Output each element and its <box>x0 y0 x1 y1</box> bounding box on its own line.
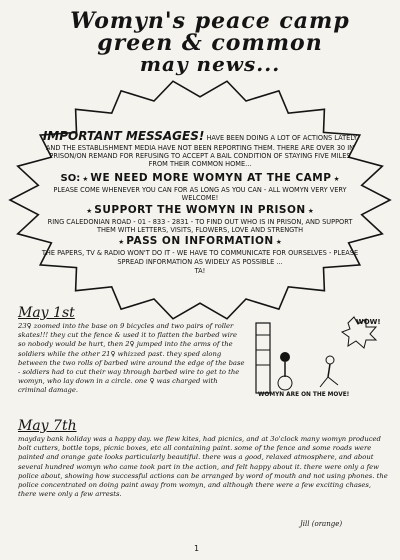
important-title: IMPORTANT MESSAGES! <box>42 129 205 143</box>
so-label: SO: <box>60 172 81 184</box>
masthead-line-3: may news... <box>139 52 281 76</box>
masthead-line-1: Womyn's peace camp <box>70 8 350 34</box>
may1-title: May 1st <box>18 305 75 321</box>
text-pass-info: THE PAPERS, TV & RADIO WON'T DO IT - WE HAVE TO COMMUNICATE FOR OURSELVES - PLEASE SPREAD INFORMATION AS WIDELY AS POSSIBLE ... <box>41 249 359 266</box>
star-icon: ★ <box>118 238 125 247</box>
may1-text: 23♀ zoomed into the base on 9 bicycles and two pairs of roller skates!!! they cut the fence & used it to flatten the barbed wire so nobody would be hurt, then 2♀ jumped into the arms of the soldiers while the other 21♀ whizzed past. they sped along between the two rolls of barbed wire around the edge of the base - soldiers had to cut their way through barbed wire to get to the womyn, who lay down in a circle. one ♀ was charged with criminal damage. <box>18 322 245 395</box>
star-icon: ★ <box>307 206 314 215</box>
may7-title: May 7th <box>18 418 77 434</box>
heading-more-womyn: WE NEED MORE WOMYN AT THE CAMP <box>90 171 332 184</box>
important-text: HAVE BEEN DOING A LOT OF ACTIONS LATELY AND THE ESTABLISHMENT MEDIA HAVE NOT BEEN REPORTING THEM. THERE ARE OVER 30 IN PRISON/ON REMAND FOR REFUSING TO ACCEPT A BAIL CONDITION OF STAYING FIVE MILES FROM THEIR COMMON HOME... <box>45 134 358 169</box>
star-icon: ★ <box>333 174 340 183</box>
sketch-caption: WOMYN ARE ON THE MOVE! <box>258 392 350 398</box>
text-support-prison: RING CALEDONIAN ROAD - 01 - 833 - 2831 - TO FIND OUT WHO IS IN PRISON, AND SUPPORT THEM WITH LETTERS, VISITS, FLOWERS, LOVE AND STRENGTH <box>47 217 353 235</box>
heading-pass-info: PASS ON INFORMATION <box>126 235 274 248</box>
star-icon: ★ <box>82 174 89 183</box>
wow-text: WOW! <box>356 318 381 326</box>
text-more-womyn: PLEASE COME WHENEVER YOU CAN FOR AS LONG AS YOU CAN - ALL WOMYN VERY VERY WELCOME! <box>53 186 347 203</box>
star-icon: ★ <box>275 238 282 247</box>
may7-text: mayday bank holiday was a happy day. we flew kites, had picnics, and at 3o'clock many womyn produced bolt cutters, bottle tops, picnic boxes, etc all containing paint. some of the fence and some roads were painted and orange gate looks particularly beautiful. there was a good, relaxed atmosphere, and about several hundred womyn who came took part in the action, and felt happy about it. there were only a few police about, showing how successful actions can be arranged by word of mouth and not using phones. the police concentrated on doing paint away from womyn, and although there were a few exciting chases, there were only a few arrests. <box>18 435 388 499</box>
page-number: 1 <box>194 544 200 553</box>
important-messages <box>40 128 360 276</box>
womyn-on-move-sketch <box>250 315 385 395</box>
masthead-line-2: green & common <box>97 30 323 56</box>
ta-text: TA! <box>194 266 206 275</box>
heading-support-prison: SUPPORT THE WOMYN IN PRISON <box>94 203 306 216</box>
signature: Jill (orange) <box>300 520 343 528</box>
star-icon: ★ <box>86 206 93 215</box>
